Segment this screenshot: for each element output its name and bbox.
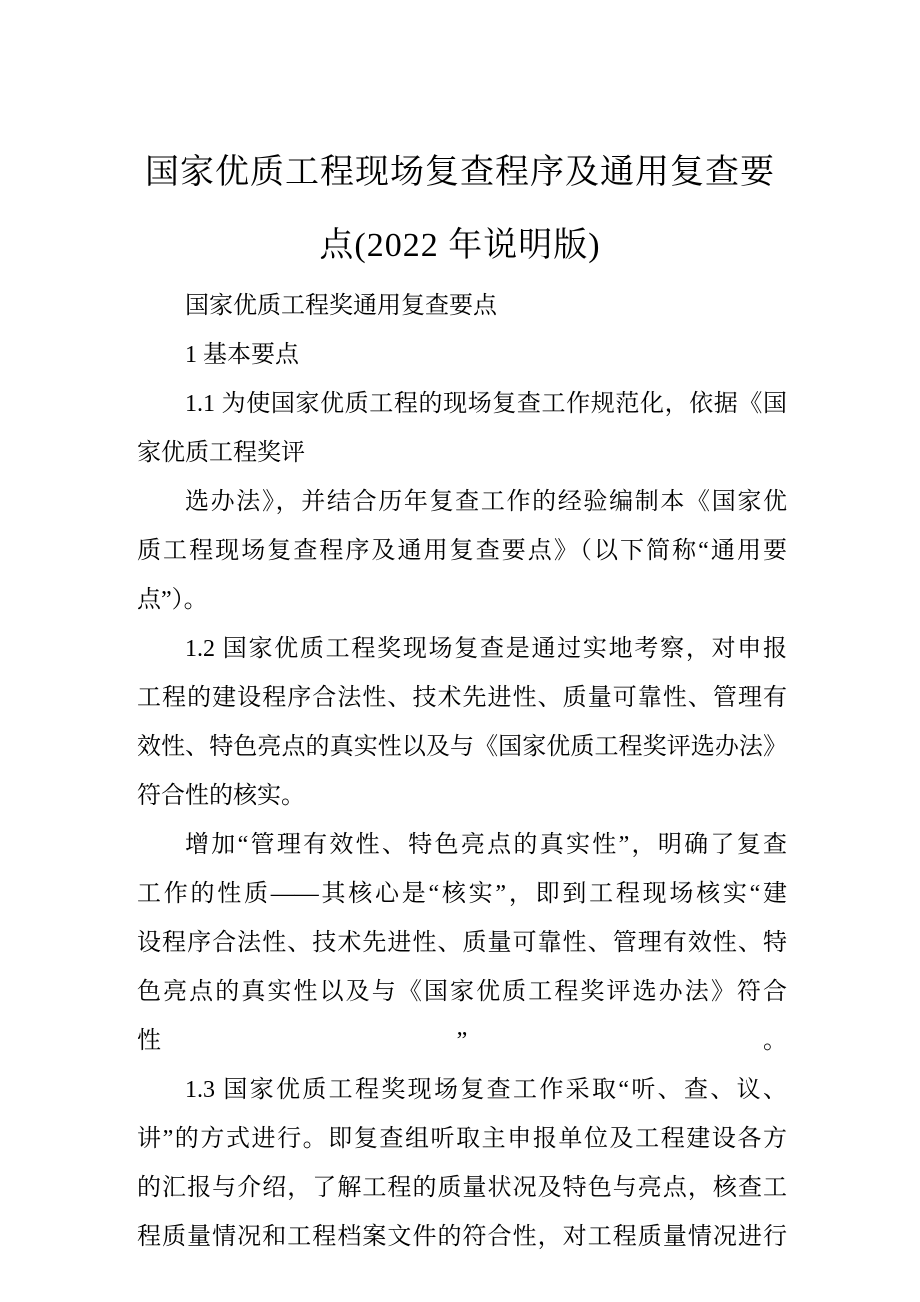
body-line: 国家优质工程奖通用复查要点 [185,293,497,319]
body-line: 1.3 国家优质工程奖现场复查工作采取“听、查、议、 [185,1077,787,1103]
body-line: 点”）。 [137,587,208,613]
body-line: 选办法》，并结合历年复查工作的经验编制本《国家优 [185,489,787,515]
title-line-2: 点(2022 年说明版) [319,227,601,264]
body-line: 符合性的核实。 [137,783,305,809]
body-line: 程质量情况和工程档案文件的符合性，对工程质量情况进行 [137,1224,787,1250]
document-body [137,282,787,1262]
body-line: 设程序合法性、技术先进性、质量可靠性、管理有效性、特 [137,930,787,956]
body-line: 工程的建设程序合法性、技术先进性、质量可靠性、管理有 [137,685,787,711]
body-line: 1.2 国家优质工程奖现场复查是通过实地考察，对申报 [185,636,787,662]
body-line: 1.1 为使国家优质工程的现场复查工作规范化，依据《国 [185,391,787,417]
body-line: 讲”的方式进行。即复查组听取主申报单位及工程建设各方 [137,1126,787,1152]
body-line: 质工程现场复查程序及通用复查要点》（以下简称“通用要 [137,538,787,564]
body-line: 工作的性质——其核心是“核实”，即到工程现场核实“建 [137,881,787,907]
body-line: 增加“管理有效性、特色亮点的真实性”，明确了复查 [185,832,787,858]
body-line: 1 基本要点 [185,342,299,368]
body-line: 家优质工程奖评 [137,440,305,466]
body-line: 的汇报与介绍，了解工程的质量状况及特色与亮点，核查工 [137,1175,787,1201]
title-line-1: 国家优质工程现场复查程序及通用复查要 [145,154,775,191]
document-title [40,136,880,282]
body-line: 效性、特色亮点的真实性以及与《国家优质工程奖评选办法》 [137,734,787,760]
body-line: 色亮点的真实性以及与《国家优质工程奖评选办法》符合性”。 [137,979,787,1054]
